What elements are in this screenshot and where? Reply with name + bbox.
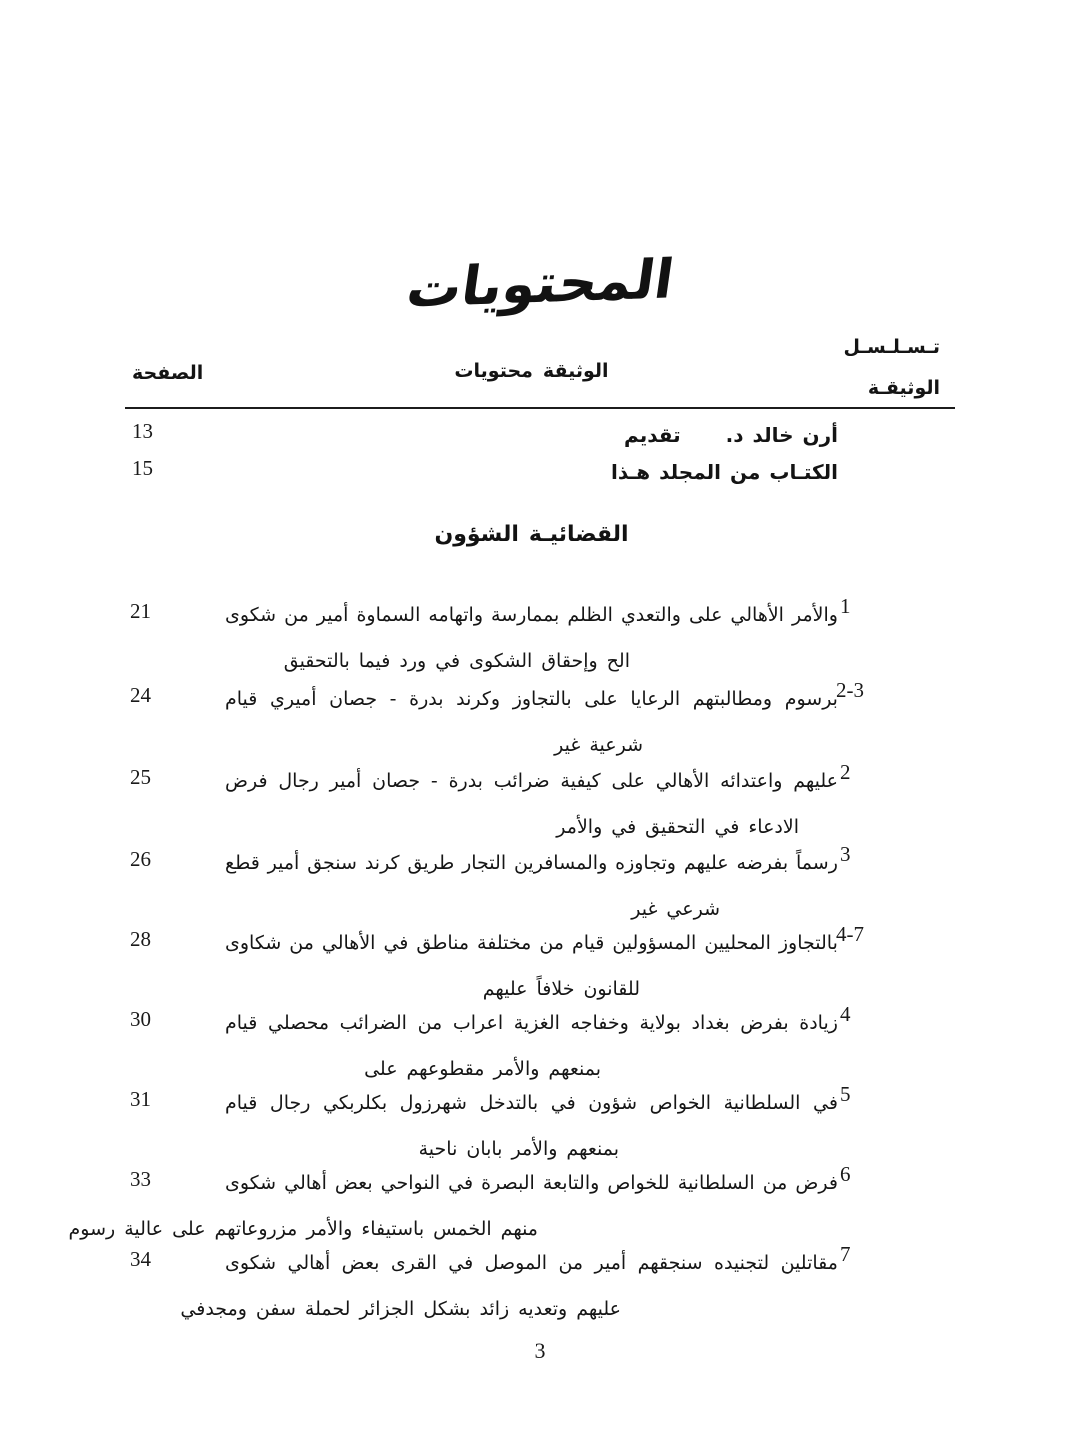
entry-page-number: 28 bbox=[130, 927, 151, 951]
front-row2-page-number: 15 bbox=[132, 456, 153, 480]
entry-line2: والأمر في التحقيق في الادعاء bbox=[556, 816, 799, 838]
entry-page-number: 24 bbox=[130, 683, 151, 707]
entry-line2: ناحية بابان والأمر بمنعهم bbox=[418, 1138, 619, 1160]
header-page-column: الصفحة bbox=[132, 362, 204, 384]
entry-line2: غير شرعية bbox=[554, 734, 643, 756]
front-row1-page-number: 13 bbox=[132, 419, 153, 443]
entry-page-number: 33 bbox=[130, 1167, 151, 1191]
entry-serial: 4 bbox=[840, 1002, 851, 1026]
entry-page-number: 31 bbox=[130, 1087, 151, 1111]
entry-serial: 7 bbox=[840, 1242, 851, 1266]
front-row1-label: تقديم bbox=[624, 423, 681, 447]
front-row1 bbox=[225, 418, 838, 452]
entry-line2: رسوم عالية على مزروعاتهم والأمر باستيفاء الخمس منهم bbox=[68, 1218, 538, 1240]
entry-serial: 5 bbox=[840, 1082, 851, 1106]
entry-line1: قيام رجال بكلربكي شهرزول بالتدخل في شؤون الخواص السلطانية في bbox=[225, 1092, 838, 1114]
front-row1-author: د. خالد أرن bbox=[725, 423, 838, 447]
entry-serial: 2 bbox=[840, 760, 851, 784]
entry-serial: 4-7 bbox=[836, 922, 864, 946]
entry-page-number: 25 bbox=[130, 765, 151, 789]
entry-line1: شكوى أهالي بعض القرى في الموصل من أمير سنجقهم لتجنيده مقاتلين bbox=[225, 1252, 838, 1274]
entry-line1: شكاوى من الأهالي في مناطق مختلفة من قيام المسؤولين المحليين بالتجاوز bbox=[225, 932, 838, 954]
header-content-column: محتويات الوثيقة bbox=[454, 360, 609, 382]
toc-title-calligraphy: المحتويات bbox=[402, 247, 678, 320]
entry-line1: قيام أميري جصان - بدرة وكرند بالتجاوز على الرعايا ومطالبتهم برسوم bbox=[225, 688, 838, 710]
header-serial-column-line1: تـسـلـسـل bbox=[843, 336, 940, 358]
entry-page-number: 34 bbox=[130, 1247, 151, 1271]
entry-page-number: 26 bbox=[130, 847, 151, 871]
entry-page-number: 30 bbox=[130, 1007, 151, 1031]
entry-serial: 6 bbox=[840, 1162, 851, 1186]
entry-serial: 2-3 bbox=[836, 678, 864, 702]
header-serial-column-line2: الوثيقـة bbox=[867, 377, 940, 399]
section-heading: الشؤون القضائيـة bbox=[434, 522, 629, 547]
entry-line1: فرض رجال أمير جصان - بدرة ضرائب كيفية على الأهالي واعتدائه عليهم bbox=[225, 770, 838, 792]
entry-page-number: 21 bbox=[130, 599, 151, 623]
entry-line1: شكوى أهالي بعض النواحي في البصرة والتابعة للخواص السلطانية من فرض bbox=[225, 1172, 838, 1194]
entry-serial: 1 bbox=[840, 594, 851, 618]
entry-line2: عليهم خلافاً للقانون bbox=[482, 978, 640, 1000]
entry-line2: غير شرعي bbox=[631, 898, 720, 920]
entry-line2: بالتحقيق فيما ورد في الشكوى وإحقاق الح bbox=[283, 650, 630, 672]
entry-serial: 3 bbox=[840, 842, 851, 866]
entry-line2: على مقطوعهم والأمر بمنعهم bbox=[364, 1058, 601, 1080]
footer-page-number: 3 bbox=[534, 1338, 546, 1363]
entry-line2: ومجدفي سفن لحملة الجزائر بشكل زائد وتعديه عليهم bbox=[180, 1298, 621, 1320]
entry-line1: شكوى من أمير السماوة واتهامه بممارسة الظلم والتعدي على الأهالي والأمر bbox=[225, 604, 838, 626]
toc-title-wrap bbox=[0, 247, 1080, 320]
header-rule bbox=[125, 407, 955, 409]
front-row2-text: هـذا المجلد من الكتـاب bbox=[610, 460, 838, 484]
entry-line1: قطع أمير سنجق كرند طريق التجار والمسافرين وتجاوزه عليهم بفرضه رسماً bbox=[225, 852, 838, 874]
entry-line1: قيام محصلي الضرائب من اعراب الغزية وخفاجه بولاية بغداد بفرض زيادة bbox=[225, 1012, 838, 1034]
